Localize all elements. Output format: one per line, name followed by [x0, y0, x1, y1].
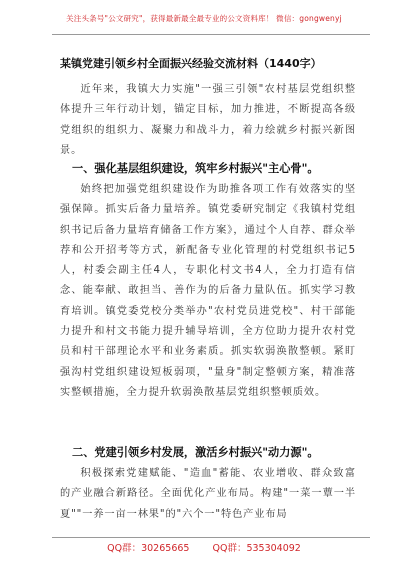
section-2-paragraph — [60, 464, 356, 525]
footer-qq-group-1: QQ群：30265665 — [107, 543, 190, 554]
document-title: 某镇党建引领乡村全面振兴经验交流材料（1440字） — [60, 57, 322, 70]
section-1-paragraph — [60, 180, 356, 403]
footer-divider — [52, 537, 370, 538]
section-1-text: 始终把加强党组织建设作为助推各项工作有效落实的坚强保障。抓实后备力量培养。镇党委研究制定《我镇村党组织书记后备力量培育储备工作方案》，通过个人自荐、群众举荐和公开招考等方式，新配备专业化管理的村党组织书记5人，村委会副主任4人，专职化村文书4人，全力打造有信念、能奉献、敢担当、善作为的后备力量队伍。抓实学习教育培训。镇党委党校分类举办"农村党员进党校"、村干部能力提升和村文书能力提升辅导培训，全方位助力提升农村党员和村干部理论水平和业务素质。抓实软弱涣散整顿。紧盯强沟村党组织建设短板弱项，"量身"制定整顿方案，精准落实整顿措施，全力提升软弱涣散基层党组织整顿质效。 — [60, 184, 356, 398]
section-2-text: 积极探索党建赋能、"造血"蓄能、农业增收、群众致富的产业融合新路径。全面优化产业布局。构建"一菜一蕈一半夏""一养一亩一林果"的"六个一"特色产业布局 — [60, 468, 356, 520]
header-divider — [52, 34, 370, 35]
footer-qq-groups — [0, 540, 408, 554]
section-2-heading: 二、党建引领乡村发展，激活乡村振兴"动力源"。 — [72, 446, 319, 459]
footer-qq-group-2: QQ群：535304092 — [212, 543, 301, 554]
intro-paragraph — [60, 80, 356, 161]
intro-text: 近年来，我镇大力实施"一强三引领"农村基层党组织整体提升三年行动计划，锚定目标，加力推进，不断提高各级党组织的组织力、凝聚力和战斗力，着力绘就乡村振兴新图景。 — [60, 84, 356, 156]
header-promo-note: 关注头条号"公文研究"，获得最新最全最专业的公文资料库！ 微信：gongwenyj — [66, 14, 342, 23]
section-1-heading: 一、强化基层组织建设，筑牢乡村振兴"主心骨"。 — [72, 162, 319, 175]
